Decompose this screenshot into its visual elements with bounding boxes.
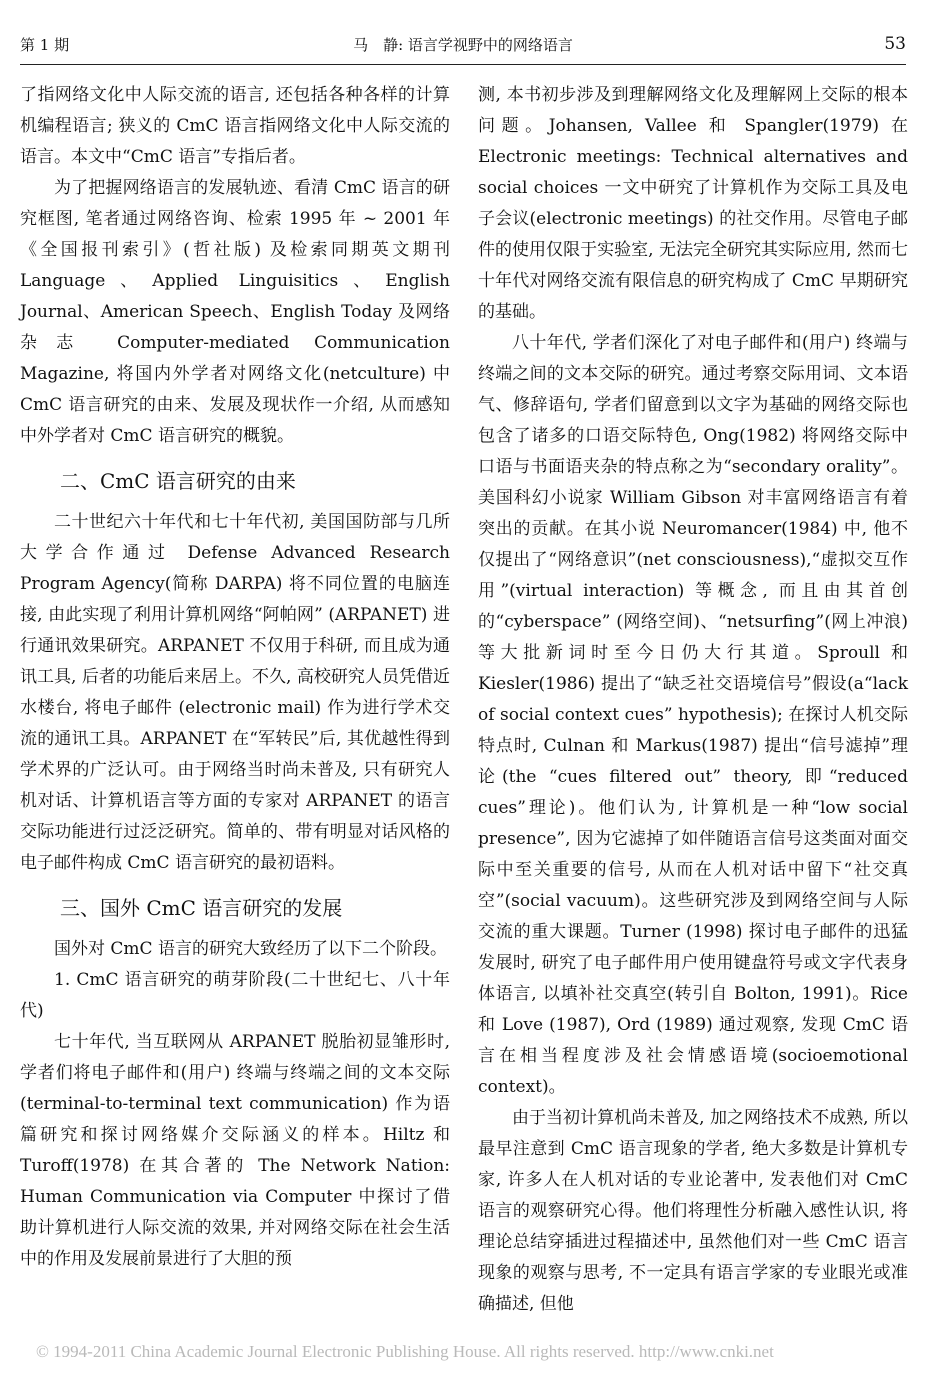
page-number: 53 bbox=[884, 34, 906, 54]
issue-label: 第 1 期 bbox=[20, 36, 70, 54]
paragraph: 国外对 CmC 语言的研究大致经历了以下二个阶段。 bbox=[54, 939, 447, 959]
paragraph: 了指网络文化中人际交流的语言, 还包括各种各样的计算机编程语言; 狭义的 CmC 语言指网络文化中人际交流的语言。本文中“CmC 语言”专指后者。 bbox=[20, 85, 450, 167]
paragraph: 八十年代, 学者们深化了对电子邮件和(用户) 终端与终端之间的文本交际的研究。通过考察交际用词、文本语气、修辞语句, 学者们留意到以文字为基础的网络交际也包含了诸多的口语交际特色, Ong(1982) 将网络交际中口语与书面语夹杂的特点称之为“secondary orality”。美国科幻小说家 William Gibson 对丰富网络语言有着突出的贡献。在其小说 Neuromancer(1984) 中, 他不仅提出了“网络意识”(net consciousness),“虚拟交互作用”(virtual interaction) 等概念, 而且由其首创的“cyberspace” (网络空间)、“netsurfing”(网上冲浪) 等大批新词时至今日仍大行其道。Sproull 和 Kiesler(1986) 提出了“缺乏社交语境信号”假设(a“lack of social context cues” hypothesis); 在探讨人机交际特点时, Culnan 和 Markus(1987) 提出“信号滤掉”理论(the “cues filtered out” theory, 即“reduced cues”理论)。他们认为, 计算机是一种“low social presence”, 因为它滤掉了如伴随语言信号这类面对面交际中至关重要的信号, 从而在人机对话中留下“社交真空”(social vacuum)。这些研究涉及到网络空间与人际交流的重大课题。Turner (1998) 探讨电子邮件的迅猛发展时, 研究了电子邮件用户使用键盘符号或文字代表身体语言, 以填补社交真空(转引自 Bolton, 1991)。Rice 和 Love (1987), Ord (1989) 通过观察, 发现 CmC 语言在相当程度涉及社会情感语境(socioemotional context)。 bbox=[478, 333, 908, 1097]
header-rule bbox=[20, 64, 906, 65]
paragraph: 由于当初计算机尚未普及, 加之网络技术不成熟, 所以最早注意到 CmC 语言现象的学者, 绝大多数是计算机专家, 许多人在人机对话的专业论著中, 发表他们对 CmC 语言的观察研究心得。他们将理性分析融入感性认识, 将理论总结穿插进过程描述中, 虽然他们对一些 CmC 语言现象的观察与思考, 不一定具有语言学家的专业眼光或准确描述, 但他 bbox=[478, 1108, 908, 1314]
subsection-heading: 1. CmC 语言研究的萌芽阶段(二十世纪七、八十年代) bbox=[20, 970, 450, 1021]
running-title: 马 静: 语言学视野中的网络语言 bbox=[353, 36, 573, 54]
running-header bbox=[20, 34, 906, 60]
section-heading: 二、CmC 语言研究的由来 bbox=[60, 469, 296, 493]
right-column bbox=[478, 80, 908, 1320]
section-heading: 三、国外 CmC 语言研究的发展 bbox=[60, 896, 343, 920]
paragraph: 二十世纪六十年代和七十年代初, 美国国防部与几所大学合作通过 Defense Advanced Research Program Agency(简称 DARPA) 将不同位置的电脑连接, 由此实现了利用计算机网络“阿帕网” (ARPANET) 进行通讯效果研究。ARPANET 不仅用于科研, 而且成为通讯工具, 后者的功能后来居上。不久, 高校研究人员凭借近水楼台, 将电子邮件 (electronic mail) 作为进行学术交流的通讯工具。ARPANET 在“军转民”后, 其优越性得到学术界的广泛认可。由于网络当时尚未普及, 只有研究人机对话、计算机语言等方面的专家对 ARPANET 的语言交际功能进行过泛泛研究。简单的、带有明显对话风格的电子邮件构成 CmC 语言研究的最初语料。 bbox=[20, 512, 450, 873]
paragraph: 七十年代, 当互联网从 ARPANET 脱胎初显雏形时, 学者们将电子邮件和(用户) 终端与终端之间的文本交际 (terminal-to-terminal text communication) 作为语篇研究和探讨网络媒介交际涵义的样本。Hiltz 和 Turoff(1978) 在其合著的 The Network Nation: Human Communication via Computer 中探讨了借助计算机进行人际交流的效果, 并对网络交际在社会生活中的作用及发展前景进行了大胆的预 bbox=[20, 1032, 450, 1269]
paragraph: 测, 本书初步涉及到理解网络文化及理解网上交际的根本问题。Johansen, Vallee 和 Spangler(1979) 在 Electronic meetings: Technical alternatives and social choices 一文中研究了计算机作为交际工具及电子会议(electronic meetings) 的社交作用。尽管电子邮件的使用仅限于实验室, 无法完全研究其实际应用, 然而七十年代对网络交流有限信息的研究构成了 CmC 早期研究的基础。 bbox=[478, 85, 908, 322]
paragraph: 为了把握网络语言的发展轨迹、看清 CmC 语言的研究框图, 笔者通过网络咨询、检索 1995 年 ~ 2001 年《全国报刊索引》(哲社版) 及检索同期英文期刊 Language、Applied Linguisitics、English Journal、American Speech、English Today 及网络杂志 Computer-mediated Communication Magazine, 将国内外学者对网络文化(netculture) 中 CmC 语言研究的由来、发展及现状作一介绍, 从而感知中外学者对 CmC 语言研究的概貌。 bbox=[20, 178, 450, 446]
left-column bbox=[20, 80, 450, 1275]
copyright-watermark: © 1994-2011 China Academic Journal Electronic Publishing House. All rights reserved. http://www.cnki.net bbox=[36, 1342, 774, 1361]
